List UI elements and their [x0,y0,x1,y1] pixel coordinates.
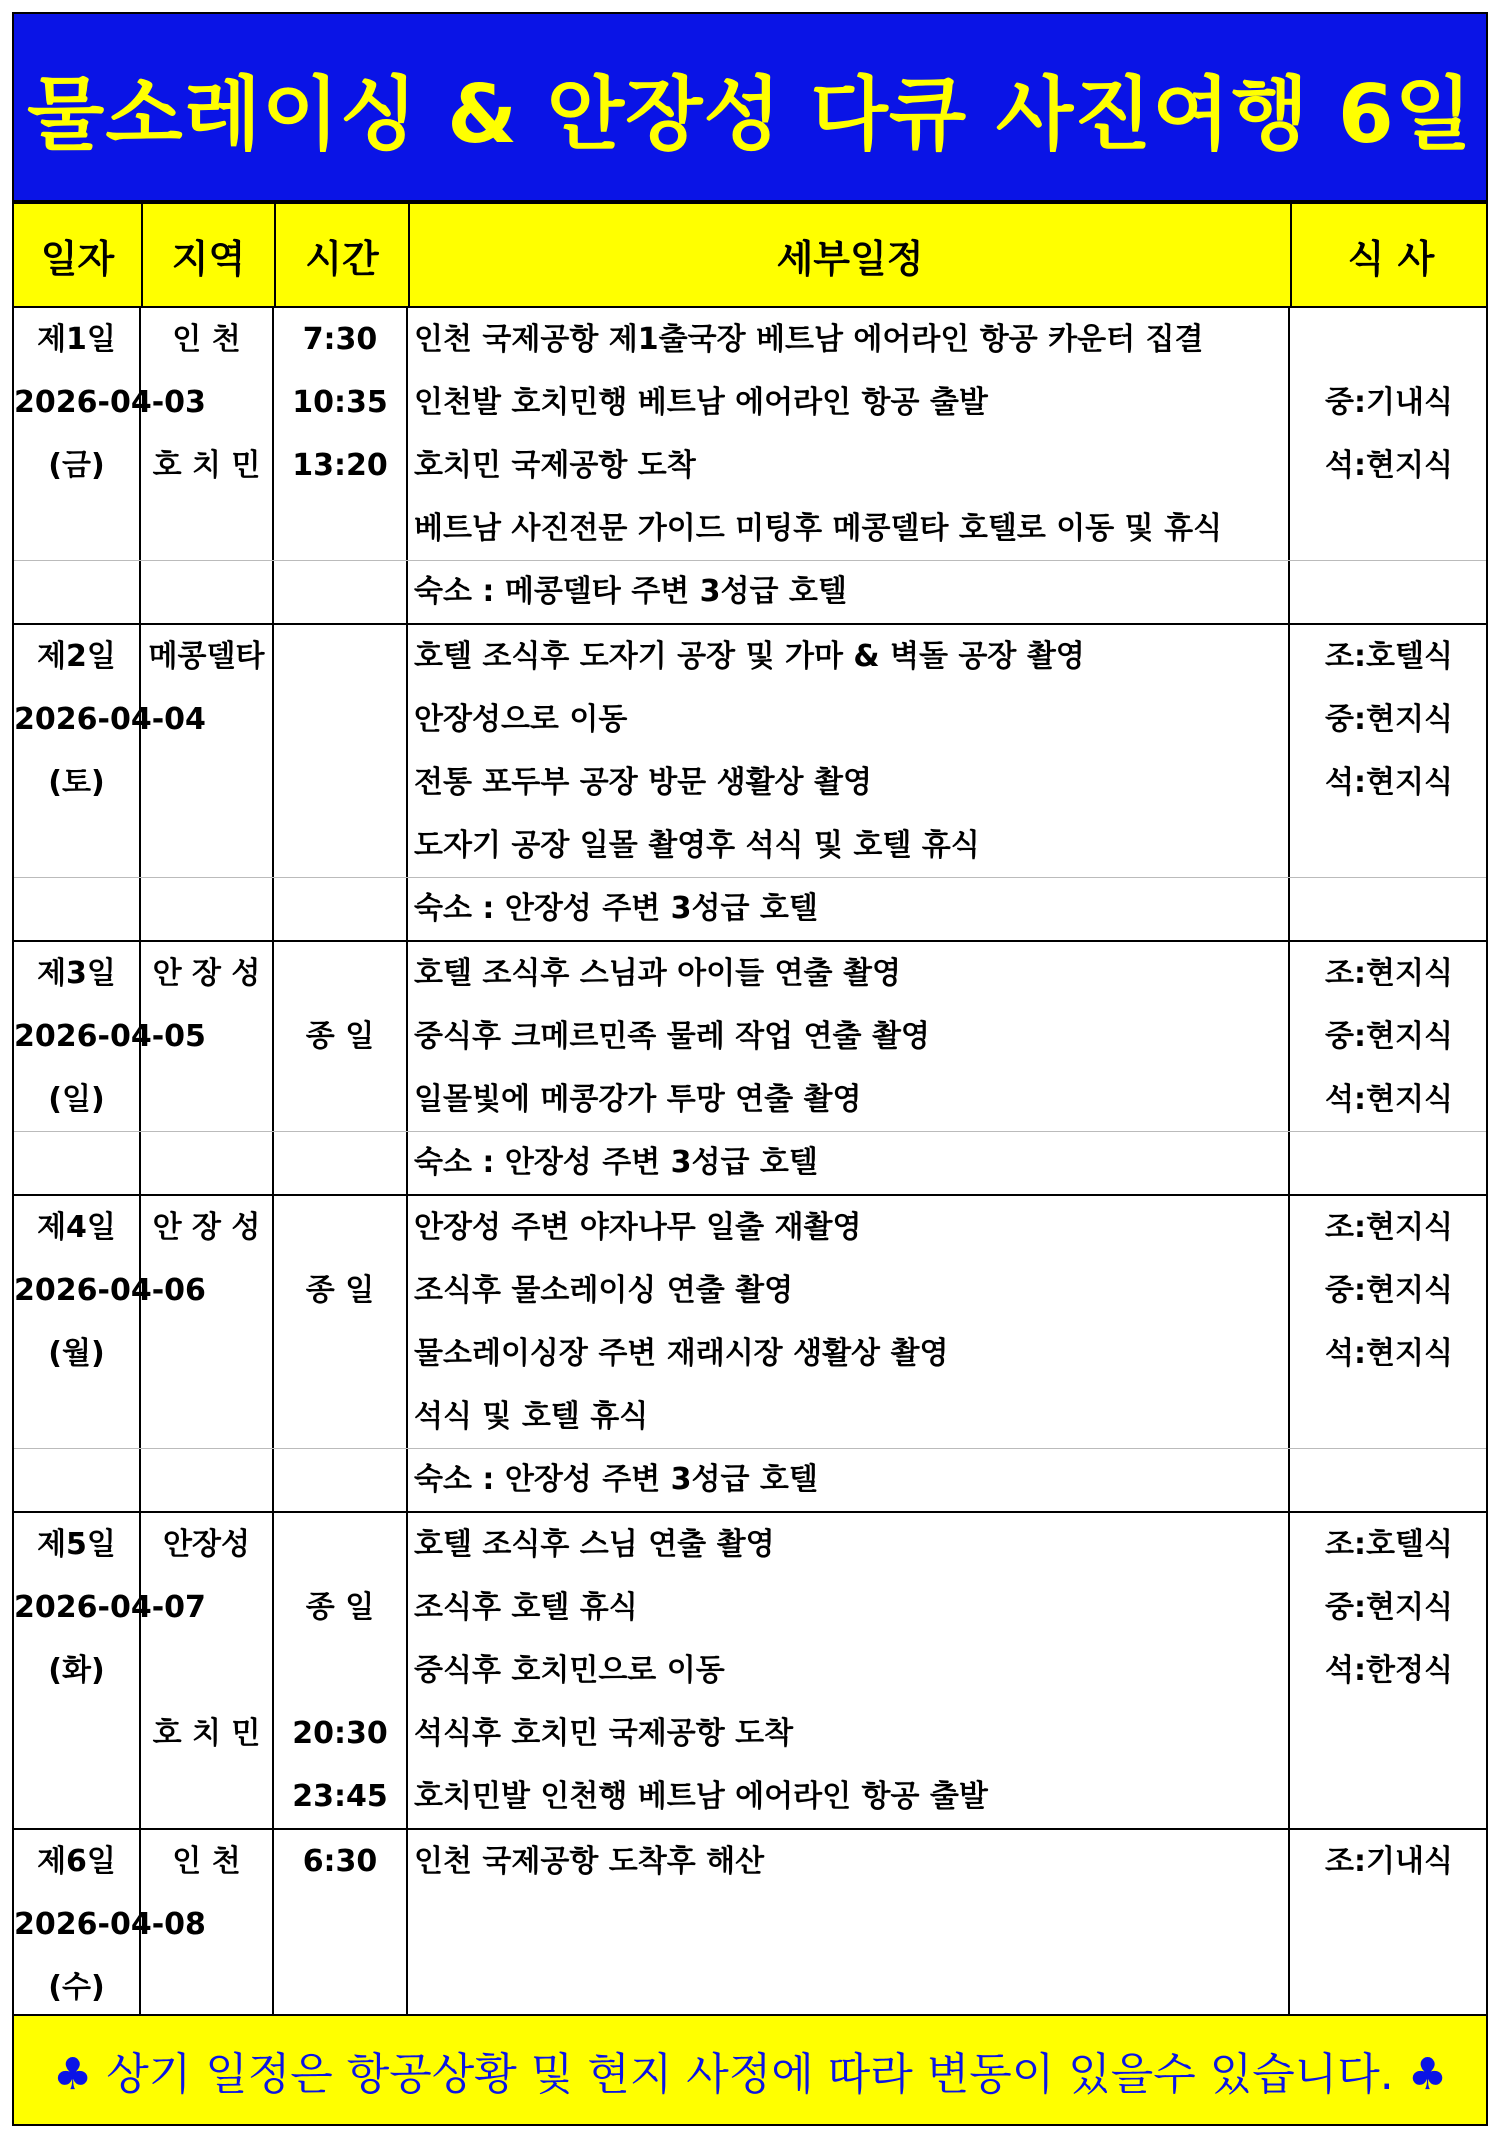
row-region: 안장성 [163,1527,250,1562]
row-detail: 호치민 국제공항 도착 [414,448,696,483]
header-region: 지역 [141,204,274,306]
row-detail: 일몰빛에 메콩강가 투망 연출 촬영 [414,1082,862,1117]
row-detail: 석식 및 호텔 휴식 [414,1399,649,1434]
row-meal: 석:현지식 [1325,765,1453,800]
outer-frame [12,12,1488,2126]
row-time: 종 일 [305,1019,375,1054]
page-title: 물소레이싱 & 안장성 다큐 사진여행 6일 [27,67,1473,161]
header-meal: 식 사 [1290,204,1490,306]
row-meal: 조:현지식 [1325,956,1453,991]
row-detail: 베트남 사진전문 가이드 미팅후 메콩델타 호텔로 이동 및 휴식 [414,511,1223,546]
row-region: 호 치 민 [152,1716,261,1751]
row-time: 10:35 [292,385,388,420]
row-meal: 석:현지식 [1325,448,1453,483]
row-detail: 중식후 호치민으로 이동 [414,1653,725,1688]
row-region: 안 장 성 [152,1210,261,1245]
row-detail: 안장성으로 이동 [414,702,628,737]
row-meal: 석:현지식 [1325,1082,1453,1117]
row-time: 20:30 [292,1716,388,1751]
row-detail: 물소레이싱장 주변 재래시장 생활상 촬영 [414,1336,949,1371]
row-detail: 숙소 : 메콩델타 주변 3성급 호텔 [414,574,847,609]
row-meal: 중:현지식 [1325,1273,1453,1308]
header-detail: 세부일정 [408,204,1290,306]
day-weekday: (수) [48,1970,105,2005]
day-day-label: 제6일 [37,1844,116,1879]
row-detail: 인천발 호치민행 베트남 에어라인 항공 출발 [414,385,988,420]
row-detail: 전통 포두부 공장 방문 생활상 촬영 [414,765,872,800]
day-weekday: (일) [48,1082,105,1117]
row-detail: 호텔 조식후 스님 연출 촬영 [414,1527,775,1562]
row-region: 호 치 민 [152,448,261,483]
row-meal: 중:현지식 [1325,1590,1453,1625]
row-meal: 조:호텔식 [1325,639,1453,674]
day-date: 2026-04-05 [14,1019,206,1054]
day-date: 2026-04-07 [14,1590,206,1625]
row-meal: 석:현지식 [1325,1336,1453,1371]
row-meal: 중:현지식 [1325,1019,1453,1054]
row-detail: 도자기 공장 일몰 촬영후 석식 및 호텔 휴식 [414,828,980,863]
header-time: 시간 [274,204,408,306]
day-day-label: 제3일 [37,956,116,991]
row-meal: 조:호텔식 [1325,1527,1453,1562]
day-date: 2026-04-06 [14,1273,206,1308]
row-detail: 안장성 주변 야자나무 일출 재촬영 [414,1210,862,1245]
day-weekday: (화) [48,1653,105,1688]
row-time: 23:45 [292,1779,388,1814]
row-region: 인 천 [172,322,241,357]
row-detail: 인천 국제공항 도착후 해산 [414,1844,765,1879]
row-meal: 중:기내식 [1325,385,1453,420]
day-weekday: (월) [48,1336,105,1371]
row-detail: 숙소 : 안장성 주변 3성급 호텔 [414,1145,818,1180]
row-time: 6:30 [302,1844,378,1879]
row-meal: 중:현지식 [1325,702,1453,737]
row-region: 안 장 성 [152,956,261,991]
row-meal: 조:현지식 [1325,1210,1453,1245]
day-date: 2026-04-03 [14,385,206,420]
row-detail: 중식후 크메르민족 물레 작업 연출 촬영 [414,1019,930,1054]
day-day-label: 제5일 [37,1527,116,1562]
day-day-label: 제2일 [37,639,116,674]
row-detail: 숙소 : 안장성 주변 3성급 호텔 [414,891,818,926]
day-weekday: (토) [48,765,105,800]
day-weekday: (금) [48,448,105,483]
row-detail: 조식후 물소레이싱 연출 촬영 [414,1273,794,1308]
day-date: 2026-04-08 [14,1907,206,1942]
row-detail: 조식후 호텔 휴식 [414,1590,638,1625]
footer-note: ♣ 상기 일정은 항공상황 및 현지 사정에 따라 변동이 있을수 있습니다. ♣ [52,2049,1448,2100]
row-detail: 석식후 호치민 국제공항 도착 [414,1716,794,1751]
row-detail: 호치민발 인천행 베트남 에어라인 항공 출발 [414,1779,988,1814]
header-date: 일자 [40,236,115,281]
day-day-label: 제1일 [37,322,116,357]
day-date: 2026-04-04 [14,702,206,737]
row-time: 종 일 [305,1590,375,1625]
row-detail: 호텔 조식후 도자기 공장 및 가마 & 벽돌 공장 촬영 [414,639,1085,674]
day-day-label: 제4일 [37,1210,116,1245]
row-meal: 조:기내식 [1325,1844,1453,1879]
row-region: 인 천 [172,1844,241,1879]
row-meal: 석:한정식 [1325,1653,1453,1688]
row-detail: 인천 국제공항 제1출국장 베트남 에어라인 항공 카운터 집결 [414,322,1204,357]
row-time: 7:30 [302,322,378,357]
row-region: 메콩델타 [148,639,265,674]
row-detail: 숙소 : 안장성 주변 3성급 호텔 [414,1462,818,1497]
row-detail: 호텔 조식후 스님과 아이들 연출 촬영 [414,956,901,991]
row-time: 종 일 [305,1273,375,1308]
row-time: 13:20 [292,448,388,483]
